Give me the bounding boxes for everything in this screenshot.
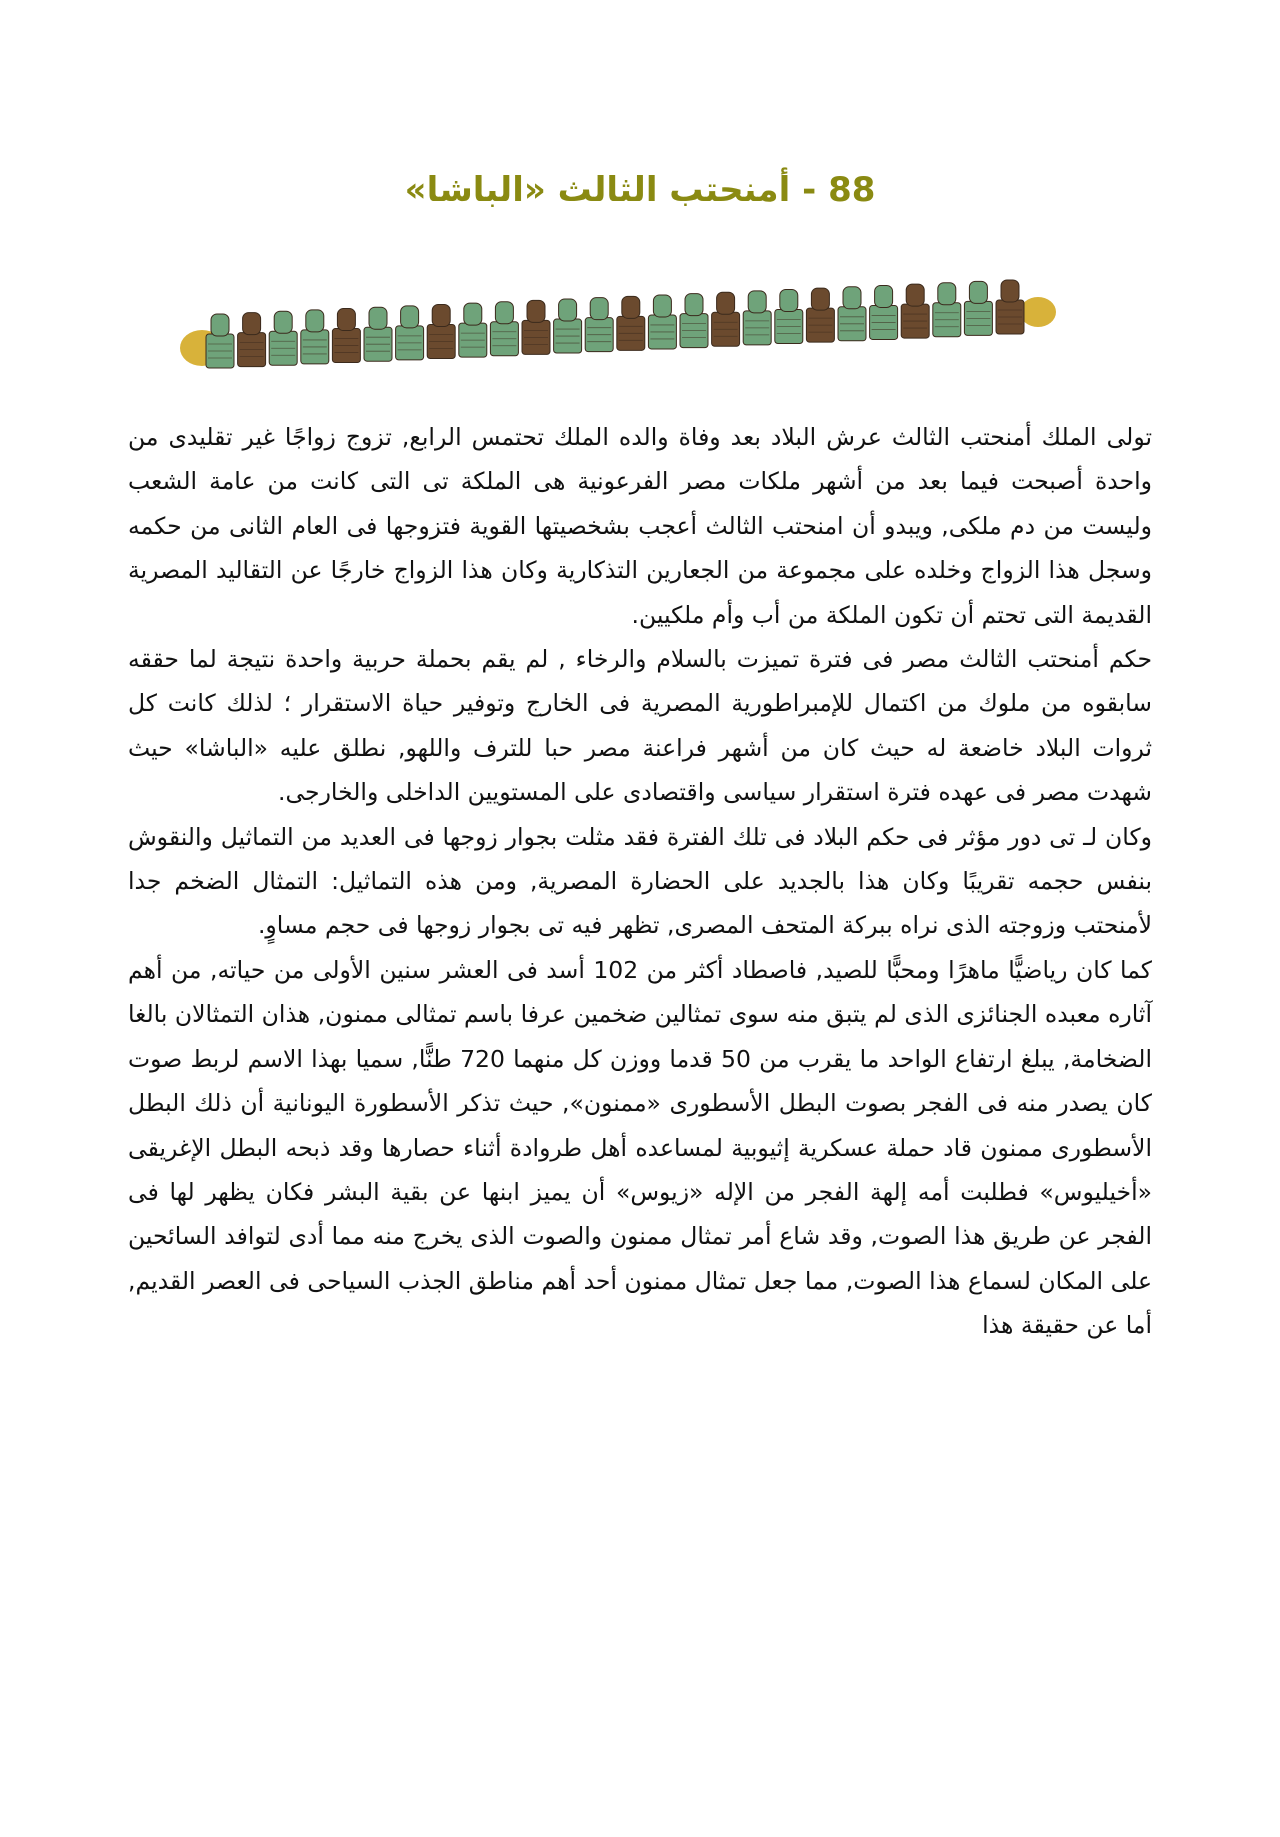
bracelet-figure: [301, 310, 329, 364]
bracelet-figure: [870, 285, 898, 339]
paragraph-3: وكان لـ تى دور مؤثر فى حكم البلاد فى تلك الفترة فقد مثلت بجوار زوجها فى العديد من التماثيل والنقوش بنفس حجمه تقريبًا وكان هذا بالجديد على الحضارة المصرية, ومن هذه التماثيل: التمثال الضخم جدا لأمنحتب وزوجته الذى نراه ببركة المتحف المصرى, تظهر فيه تى بجوار زوجها فى حجم مساوٍ.: [128, 822, 1152, 940]
page-title: 88 - أمنحتب الثالث «الباشا»: [404, 170, 876, 210]
bracelet-figure: [743, 291, 771, 345]
bracelet-figure: [775, 290, 803, 344]
scarab-bracelet-image: [180, 270, 1060, 380]
bracelet-figure: [617, 296, 645, 350]
bracelet-figure: [933, 283, 961, 337]
bracelet-figure: [206, 314, 234, 368]
bracelet-figure: [838, 287, 866, 341]
bracelet-figure: [712, 292, 740, 346]
bracelet-figure: [554, 299, 582, 353]
paragraph-4: كما كان رياضيًّا ماهرًا ومحبًّا للصيد, فاصطاد أكثر من 102 أسد فى العشر سنين الأولى من حياته, من أهم آثاره معبده الجنائزى الذى لم يتبق منه سوى تمثالين ضخمين عرفا باسم تمثالى ممنون, هذان التمثالان بالغا الضخامة, يبلغ ارتفاع الواحد ما يقرب من 50 قدما ووزن كل منهما 720 طنًّا, سميا بهذا الاسم لربط صوت كان يصدر منه فى الفجر بصوت البطل الأسطورى «ممنون», حيث تذكر الأسطورة اليونانية أن ذلك البطل الأسطورى ممنون قاد حملة عسكرية إثيوبية لمساعده أهل طروادة أثناء حصارها وقد ذبحه البطل الإغريقى «أخيليوس» فطلبت أمه إلهة الفجر من الإله «زيوس» أن يميز ابنها عن بقية البشر فكان يظهر لها فى الفجر عن طريق هذا الصوت, وقد شاع أمر تمثال ممنون والصوت الذى يخرج منه مما أدى لتوافد السائحين على المكان لسماع هذا الصوت, مما جعل تمثال ممنون أحد أهم مناطق الجذب السياحى فى العصر القديم, أما عن حقيقة هذا: [128, 955, 1152, 1340]
bracelet-figure: [648, 295, 676, 349]
bracelet-figure: [585, 298, 613, 352]
bracelet-figure: [964, 281, 992, 335]
bracelet-figure: [238, 313, 266, 367]
bracelet-figure: [364, 307, 392, 361]
bracelet-illustration: [180, 270, 1060, 380]
bracelet-figure: [680, 294, 708, 348]
paragraph-1: تولى الملك أمنحتب الثالث عرش البلاد بعد وفاة والده الملك تحتمس الرابع, تزوج زواجًا غير تقليدى من واحدة أصبحت فيما بعد من أشهر ملكات مصر الفرعونية هى الملكة تى التى كانت من عامة الشعب وليست من دم ملكى, ويبدو أن امنحتب الثالث أعجب بشخصيتها القوية فتزوجها فى العام الثانى من حكمه وسجل هذا الزواج وخلده على مجموعة من الجعارين التذكارية وكان هذا الزواج خارجًا عن التقاليد المصرية القديمة التى تحتم أن تكون الملكة من أب وأم ملكيين.: [128, 423, 1152, 629]
bracelet-clasp-right: [1020, 297, 1056, 327]
bracelet-figure: [427, 304, 455, 358]
bracelet-figure: [522, 300, 550, 354]
bracelet-figure: [459, 303, 487, 357]
paragraph-2: حكم أمنحتب الثالث مصر فى فترة تميزت بالسلام والرخاء , لم يقم بحملة حربية واحدة نتيجة لما حققه سابقوه من ملوك من اكتمال للإمبراطورية المصرية فى الخارج وتوفير حياة الاستقرار ؛ لذلك كانت كل ثروات البلاد خاضعة له حيث كان من أشهر فراعنة مصر حبا للترف واللهو, نطلق عليه «الباشا» حيث شهدت مصر فى عهده فترة استقرار سياسى واقتصادى على المستويين الداخلى والخارجى.: [128, 645, 1152, 807]
bracelet-figure: [901, 284, 929, 338]
bracelet-figure: [806, 288, 834, 342]
bracelet-figure: [269, 311, 297, 365]
bracelet-figure: [490, 302, 518, 356]
article-body: [128, 415, 1152, 1348]
bracelet-figure: [332, 309, 360, 363]
bracelet-figure: [996, 280, 1024, 334]
bracelet-figure: [396, 306, 424, 360]
